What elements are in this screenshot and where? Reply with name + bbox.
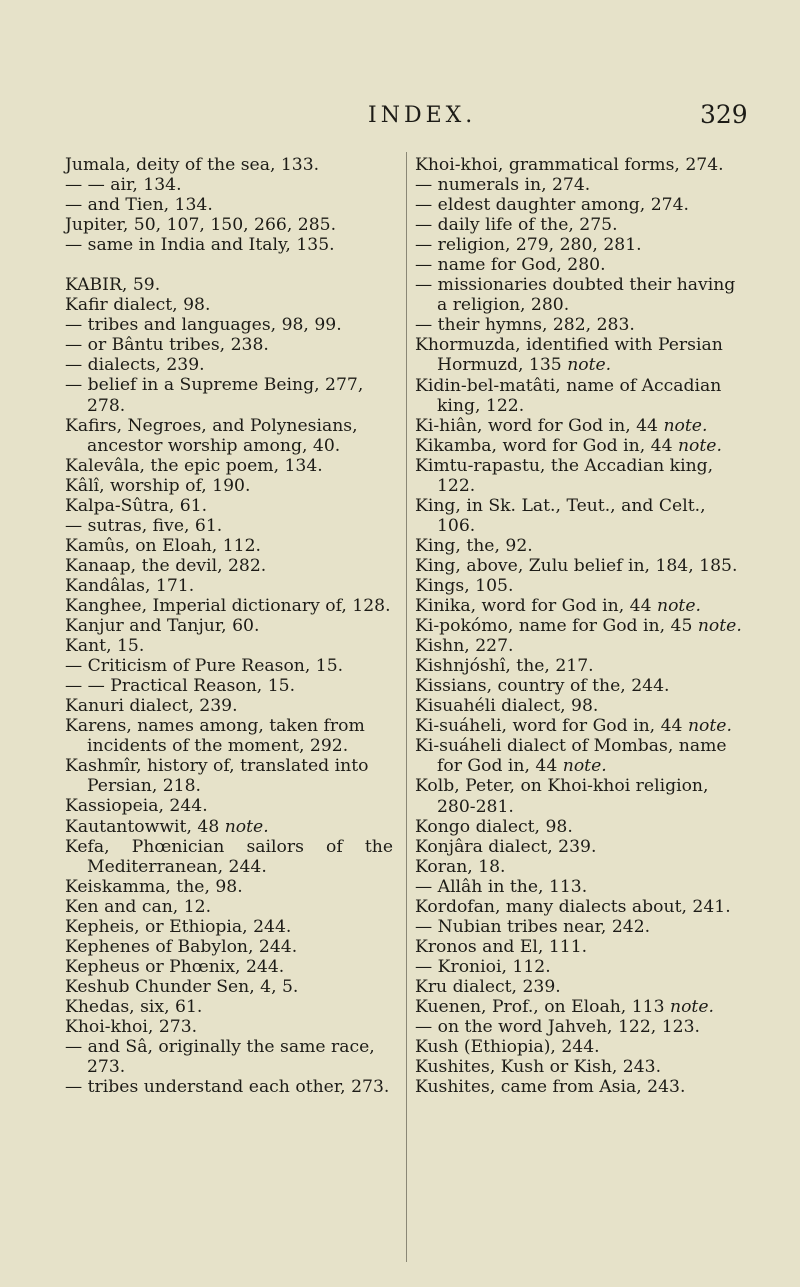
index-entry [415, 195, 745, 215]
index-entry [415, 596, 745, 616]
index-entry [415, 335, 745, 375]
index-entry-text: Kuenen, Prof., on Eloah, 113 [415, 996, 665, 1017]
index-entry-text: — tribes understand each other, 273. [65, 1077, 390, 1098]
index-entry-text: Keiskamma, the, 98. [65, 876, 243, 897]
index-entry-text: — daily life of the, 275. [415, 215, 618, 236]
index-entry-text: — Nubian tribes near, 242. [415, 916, 651, 937]
index-entry [415, 716, 745, 736]
index-entry [65, 275, 393, 295]
index-entry-text: Kepheus or Phœnix, 244. [65, 956, 285, 977]
index-entry [65, 1017, 393, 1037]
index-entry-text: Kassiopeia, 244. [65, 796, 208, 817]
index-entry-text: — numerals in, 274. [415, 175, 591, 196]
index-entry [415, 536, 745, 556]
index-entry-text: Kautantowwit, 48 [65, 816, 220, 837]
index-entry-text: Ki-suáheli, word for God in, 44 [415, 716, 683, 737]
index-entry-text: King, the, 92. [415, 535, 533, 556]
index-entry [65, 496, 393, 516]
index-entry-text: — belief in a Supreme Being, 277, 278. [65, 375, 364, 416]
index-entry-text: — sutras, five, 61. [65, 515, 223, 536]
index-entry [415, 696, 745, 716]
page-header [0, 96, 800, 136]
index-entry [65, 696, 393, 716]
index-entry-text: Kalpa-Sûtra, 61. [65, 495, 208, 516]
index-entry-text: Kisuahéli dialect, 98. [415, 696, 599, 717]
index-entry-text: — Kronioi, 112. [415, 956, 551, 977]
index-entry [65, 556, 393, 576]
index-entry [65, 155, 393, 175]
index-entry-text: Kanaap, the devil, 282. [65, 555, 267, 576]
index-entry-text: Kashmîr, history of, translated into Persian, 218. [65, 756, 369, 797]
index-entry [415, 175, 745, 195]
index-entry [415, 897, 745, 917]
index-entry-text: Koran, 18. [415, 856, 506, 877]
index-entry-text: — dialects, 239. [65, 355, 205, 376]
index-entry-note: note. [687, 716, 732, 737]
index-entry-text: Keshub Chunder Sen, 4, 5. [65, 976, 299, 997]
index-entry-text: Kafirs, Negroes, and Polynesians, ancestor worship among, 40. [65, 415, 358, 456]
index-entry-note: note. [663, 415, 708, 436]
index-entry [65, 636, 393, 656]
index-entry [415, 215, 745, 235]
index-entry [65, 516, 393, 536]
index-entry [65, 837, 393, 877]
index-entry-text: — or Bântu tribes, 238. [65, 335, 269, 356]
index-entry [65, 897, 393, 917]
index-entry-text: Kings, 105. [415, 575, 514, 596]
index-entry [65, 456, 393, 476]
index-entry [415, 235, 745, 255]
index-entry-text: Kalevâla, the epic poem, 134. [65, 455, 323, 476]
index-entry [65, 335, 393, 355]
index-entry-text: King, above, Zulu belief in, 184, 185. [415, 555, 738, 576]
column-divider [406, 152, 407, 1262]
index-entry [415, 636, 745, 656]
index-entry [415, 576, 745, 596]
index-entry-text: Ken and can, 12. [65, 896, 212, 917]
index-entry [65, 596, 393, 616]
index-entry [65, 977, 393, 997]
index-entry [65, 195, 393, 215]
index-entry [65, 1077, 393, 1097]
index-entry-text: Ki-hiân, word for God in, 44 [415, 415, 658, 436]
index-entry [415, 496, 745, 536]
index-entry-text: Kolb, Peter, on Khoi-khoi religion, 280-281. [415, 776, 709, 817]
index-entry [415, 1077, 745, 1097]
index-entry-text: Kamûs, on Eloah, 112. [65, 535, 261, 556]
index-entry-text: Kanuri dialect, 239. [65, 696, 238, 717]
index-entry-note: note. [670, 996, 714, 1017]
index-entry-text: Kush (Ethiopia), 244. [415, 1037, 600, 1058]
index-entry [65, 576, 393, 596]
index-entry-text: — name for God, 280. [415, 255, 606, 276]
index-entry-text: Khedas, six, 61. [65, 996, 203, 1017]
index-entry [65, 917, 393, 937]
index-entry-text: Khormuzda, identified with Persian Hormuzd, 135 [415, 335, 723, 376]
index-entry [65, 796, 393, 816]
index-entry [415, 937, 745, 957]
index-entry-text: Kinika, word for God in, 44 [415, 596, 652, 617]
index-entry-text: Ki-suáheli dialect of Mombas, name for God in, 44 [415, 736, 727, 777]
index-entry-text: — — Practical Reason, 15. [65, 676, 296, 697]
index-entry [415, 376, 745, 416]
index-entry [415, 556, 745, 576]
index-entry-text: — Allâh in the, 113. [415, 876, 588, 897]
index-entry [65, 1037, 393, 1077]
index-column-right [415, 155, 745, 1097]
index-entry [415, 817, 745, 837]
index-entry-text: Kant, 15. [65, 636, 145, 657]
index-entry-text: Kronos and El, 111. [415, 936, 588, 957]
index-entry-text: — missionaries doubted their having a religion, 280. [415, 275, 736, 316]
index-entry-text: — and Tien, 134. [65, 195, 213, 216]
index-entry [415, 837, 745, 857]
index-entry-text: Kishnjóshî, the, 217. [415, 656, 594, 677]
index-entry-text: Kishn, 227. [415, 636, 514, 657]
index-entry [415, 275, 745, 315]
index-entry-note: note. [677, 435, 722, 456]
index-entry [65, 536, 393, 556]
index-entry [65, 476, 393, 496]
index-entry [415, 155, 745, 175]
index-entry-text: Kephenes of Babylon, 244. [65, 936, 298, 957]
index-entry [65, 295, 393, 315]
index-entry [415, 416, 745, 436]
index-entry-text: Kongo dialect, 98. [415, 816, 573, 837]
index-column-left [65, 155, 393, 1097]
index-entry [65, 997, 393, 1017]
index-entry-text: — eldest daughter among, 274. [415, 195, 689, 216]
running-title: INDEX. [368, 103, 477, 128]
index-entry-note: note. [697, 616, 742, 637]
index-entry [65, 175, 393, 195]
index-entry-text: Kefa, Phœnician sailors of the Mediterranean, 244. [65, 836, 393, 877]
index-entry-text: Kordofan, many dialects about, 241. [415, 896, 731, 917]
index-entry [415, 456, 745, 496]
index-entry [65, 375, 393, 415]
index-entry [65, 656, 393, 676]
index-entry-note: note. [562, 756, 607, 777]
index-entry [415, 315, 745, 335]
index-entry [65, 355, 393, 375]
index-entry [65, 235, 393, 255]
index-entry-text: Kushites, Kush or Kish, 243. [415, 1057, 662, 1078]
index-entry-note: note. [567, 355, 612, 376]
index-entry [415, 776, 745, 816]
index-entry [65, 616, 393, 636]
index-entry-text: — — air, 134. [65, 175, 182, 196]
index-entry-text: Jumala, deity of the sea, 133. [65, 155, 320, 175]
index-entry-text: — religion, 279, 280, 281. [415, 235, 642, 256]
index-entry [65, 817, 393, 837]
index-entry [415, 1037, 745, 1057]
index-entry-text: Kafir dialect, 98. [65, 295, 211, 316]
index-entry-text: — same in India and Italy, 135. [65, 235, 335, 256]
index-entry-text: Konjâra dialect, 239. [415, 836, 597, 857]
index-entry [65, 716, 393, 756]
index-entry [415, 1017, 745, 1037]
index-entry-text: Kru dialect, 239. [415, 976, 561, 997]
index-entry-text: — tribes and languages, 98, 99. [65, 315, 342, 336]
index-entry-text: Khoi-khoi, 273. [65, 1016, 198, 1037]
index-entry-text: — and Sâ, originally the same race, 273. [65, 1037, 375, 1078]
index-entry-text: — Criticism of Pure Reason, 15. [65, 656, 344, 677]
page-number: 329 [700, 100, 748, 129]
index-entry-text: Kissians, country of the, 244. [415, 676, 670, 697]
index-entry-text: Khoi-khoi, grammatical forms, 274. [415, 155, 724, 175]
index-entry [65, 676, 393, 696]
index-entry-text: King, in Sk. Lat., Teut., and Celt., 106. [415, 495, 706, 536]
index-entry [65, 937, 393, 957]
index-entry-text: Kandâlas, 171. [65, 575, 195, 596]
index-entry [415, 656, 745, 676]
index-entry [415, 957, 745, 977]
index-entry [415, 616, 745, 636]
index-entry-text: Karens, names among, taken from incidents of the moment, 292. [65, 716, 365, 757]
index-entry-text: Ki-pokómo, name for God in, 45 [415, 616, 693, 637]
index-entry [415, 255, 745, 275]
index-entry-note: note. [224, 816, 269, 837]
index-entry-text: Kidin-bel-matâti, name of Accadian king, 122. [415, 375, 722, 416]
index-entry-text: Kanjur and Tanjur, 60. [65, 616, 260, 637]
index-entry-text: Kikamba, word for God in, 44 [415, 435, 673, 456]
index-entry-text: — their hymns, 282, 283. [415, 315, 635, 336]
index-entry [65, 416, 393, 456]
index-entry-text: Jupiter, 50, 107, 150, 266, 285. [65, 215, 337, 236]
index-entry [65, 215, 393, 235]
index-entry-text: Kushites, came from Asia, 243. [415, 1077, 686, 1098]
index-entry [415, 917, 745, 937]
index-entry [65, 315, 393, 335]
index-entry [415, 676, 745, 696]
index-entry [415, 877, 745, 897]
index-entry [415, 736, 745, 776]
index-entry-note: note. [657, 596, 701, 617]
index-entry [415, 977, 745, 997]
index-entry [415, 997, 745, 1017]
index-entry [65, 756, 393, 796]
index-entry-text: — on the word Jahveh, 122, 123. [415, 1017, 700, 1038]
index-entry [415, 436, 745, 456]
index-entry-text: Kanghee, Imperial dictionary of, 128. [65, 595, 391, 616]
index-entry [415, 857, 745, 877]
index-entry-text: KABIR, 59. [65, 275, 161, 296]
index-entry [65, 957, 393, 977]
index-entry-text: Kimtu-rapastu, the Accadian king, 122. [415, 455, 714, 496]
index-entry [65, 877, 393, 897]
index-entry-text: Kâlî, worship of, 190. [65, 475, 251, 496]
index-entry [415, 1057, 745, 1077]
index-entry-text: Kepheis, or Ethiopia, 244. [65, 916, 292, 937]
